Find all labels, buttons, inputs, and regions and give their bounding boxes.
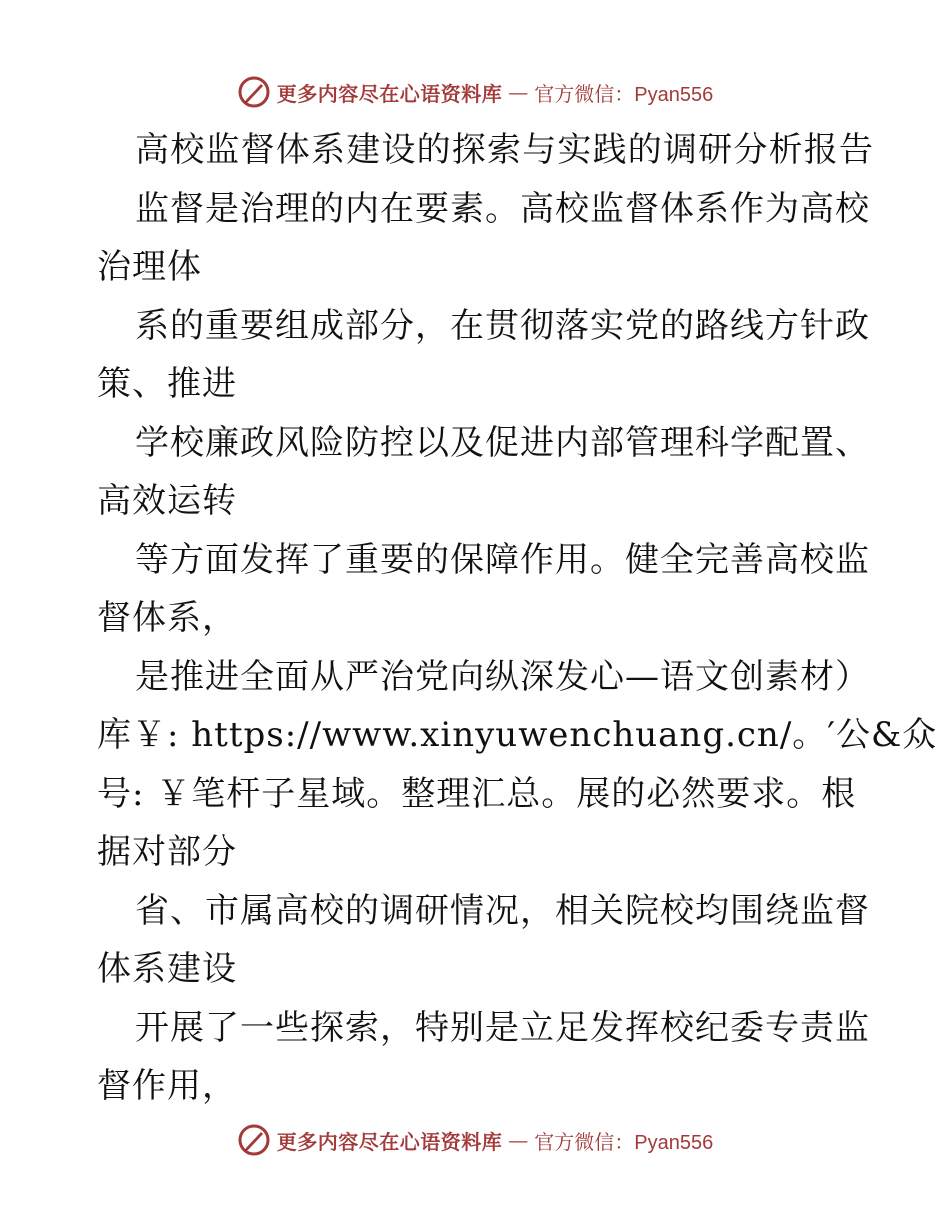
document-body: [97, 121, 938, 1116]
header-banner: [0, 72, 950, 112]
text-line: 号: ￥笔杆子星域。整理汇总。展的必然要求。根: [97, 773, 857, 814]
quill-logo-icon: [237, 1123, 271, 1157]
text-line: 策、推进: [97, 364, 237, 404]
text-line: 体系建设: [97, 949, 237, 989]
text-line: 据对部分: [97, 832, 237, 872]
banner-separator: —: [508, 1128, 529, 1152]
text-line: 督体系，: [97, 598, 237, 638]
text-line: 系的重要组成部分，在贯彻落实党的路线方针政: [135, 305, 870, 346]
text-line: 治理体: [97, 247, 202, 287]
banner-library-text: 更多内容尽在心语资料库: [276, 1129, 503, 1154]
quill-logo-icon: [237, 75, 271, 109]
text-line: 库￥: https://www.xinyuwenchuang.cn/。′公&众: [97, 715, 938, 755]
banner-separator: —: [508, 80, 529, 104]
banner-library-text: 更多内容尽在心语资料库: [276, 81, 503, 106]
text-line: 督作用，: [97, 1066, 237, 1106]
footer-banner: [0, 1120, 950, 1160]
text-line: 省、市属高校的调研情况，相关院校均围绕监督: [135, 890, 870, 931]
banner-wechat-text: 官方微信：Pyan556: [534, 1131, 714, 1154]
banner-wechat-text: 官方微信：Pyan556: [534, 83, 714, 106]
text-line: 等方面发挥了重要的保障作用。健全完善高校监: [135, 539, 870, 580]
text-line: 监督是治理的内在要素。高校监督体系作为高校: [135, 188, 870, 229]
document-title: 高校监督体系建设的探索与实践的调研分析报告: [135, 130, 875, 170]
text-line: 开展了一些探索，特别是立足发挥校纪委专责监: [135, 1007, 870, 1048]
text-line: 高效运转: [97, 481, 237, 521]
text-line: 是推进全面从严治党向纵深发心—语文创素材）: [135, 656, 870, 697]
text-line: 学校廉政风险防控以及促进内部管理科学配置、: [135, 422, 870, 463]
